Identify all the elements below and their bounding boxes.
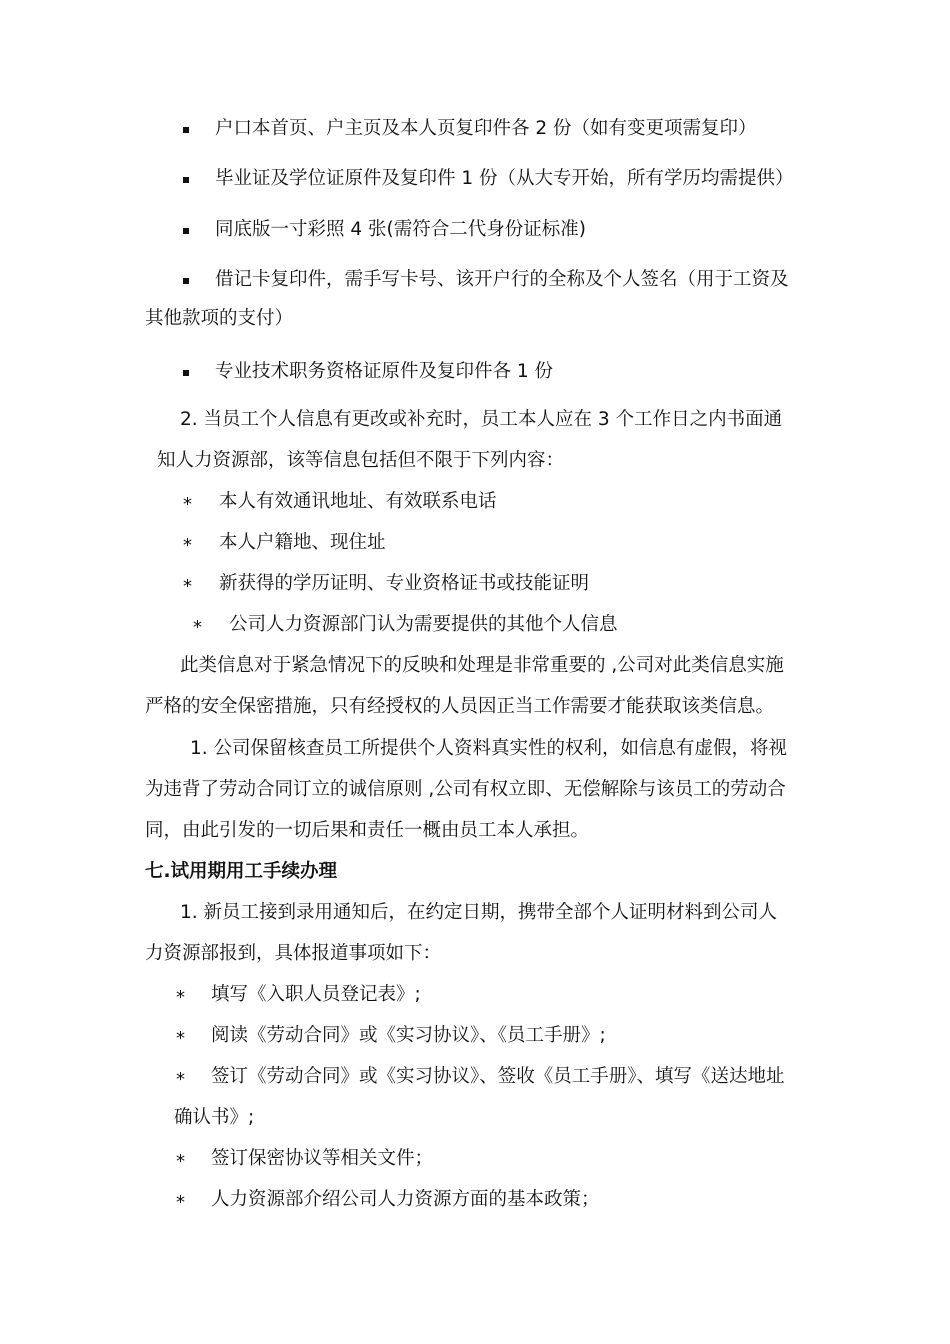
list-item: 签订保密协议等相关文件； (211, 1148, 434, 1169)
list-item: 填写《入职人员登记表》; (211, 984, 421, 1005)
asterisk-bullet: * (183, 494, 192, 515)
list-item: 阅读《劳动合同》或《实习协议》、《员工手册》; (211, 1025, 606, 1046)
paragraph-line: 1. 公司保留核查员工所提供个人资料真实性的权利，如信息有虚假，将视 (190, 738, 788, 759)
paragraph-line: 力资源部报到，具体报道事项如下： (145, 943, 442, 964)
asterisk-bullet: * (176, 1069, 185, 1090)
list-item: 同底版一寸彩照 4 张(需符合二代身份证标准) (215, 219, 586, 240)
paragraph-line: 2. 当员工个人信息有更改或补充时，员工本人应在 3 个工作日之内书面通 (180, 409, 783, 430)
list-item-continuation: 确认书》; (174, 1107, 255, 1128)
section-heading: 七.试用期用工手续办理 (145, 861, 338, 882)
paragraph-line: 为违背了劳动合同订立的诚信原则 ,公司有权立即、无偿解除与该员工的劳动合 (145, 779, 786, 800)
square-bullet-icon (183, 278, 189, 284)
paragraph-line: 严格的安全保密措施，只有经授权的人员因正当工作需要才能获取该类信息。 (145, 696, 775, 717)
list-item: 本人有效通讯地址、有效联系电话 (219, 491, 497, 512)
square-bullet-icon (183, 177, 189, 183)
square-bullet-icon (183, 127, 189, 133)
list-item: 户口本首页、户主页及本人页复印件各 2 份（如有变更项需复印） (215, 118, 757, 139)
list-item: 人力资源部介绍公司人力资源方面的基本政策； (211, 1189, 600, 1210)
asterisk-bullet: * (193, 617, 202, 638)
paragraph-line: 此类信息对于紧急情况下的反映和处理是非常重要的 ,公司对此类信息实施 (180, 655, 784, 676)
list-item: 新获得的学历证明、专业资格证书或技能证明 (219, 573, 590, 594)
asterisk-bullet: * (183, 576, 192, 597)
paragraph-line: 同，由此引发的一切后果和责任一概由员工本人承担。 (145, 820, 590, 841)
list-item: 专业技术职务资格证原件及复印件各 1 份 (215, 361, 554, 382)
asterisk-bullet: * (176, 1028, 185, 1049)
list-item: 借记卡复印件，需手写卡号、该开户行的全称及个人签名（用于工资及 (215, 269, 789, 290)
asterisk-bullet: * (176, 1151, 185, 1172)
list-item: 本人户籍地、现住址 (219, 532, 386, 553)
square-bullet-icon (183, 370, 189, 376)
asterisk-bullet: * (176, 1192, 185, 1213)
list-item: 签订《劳动合同》或《实习协议》、签收《员工手册》、填写《送达地址 (211, 1066, 785, 1087)
paragraph-line: 知人力资源部，该等信息包括但不限于下列内容： (157, 450, 565, 471)
list-item: 毕业证及学位证原件及复印件 1 份（从大专开始，所有学历均需提供） (215, 168, 794, 189)
asterisk-bullet: * (183, 535, 192, 556)
list-item-continuation: 其他款项的支付） (145, 308, 294, 329)
square-bullet-icon (183, 228, 189, 234)
asterisk-bullet: * (176, 987, 185, 1008)
list-item: 公司人力资源部门认为需要提供的其他个人信息 (229, 614, 618, 635)
paragraph-line: 1. 新员工接到录用通知后，在约定日期，携带全部个人证明材料到公司人 (180, 902, 778, 923)
